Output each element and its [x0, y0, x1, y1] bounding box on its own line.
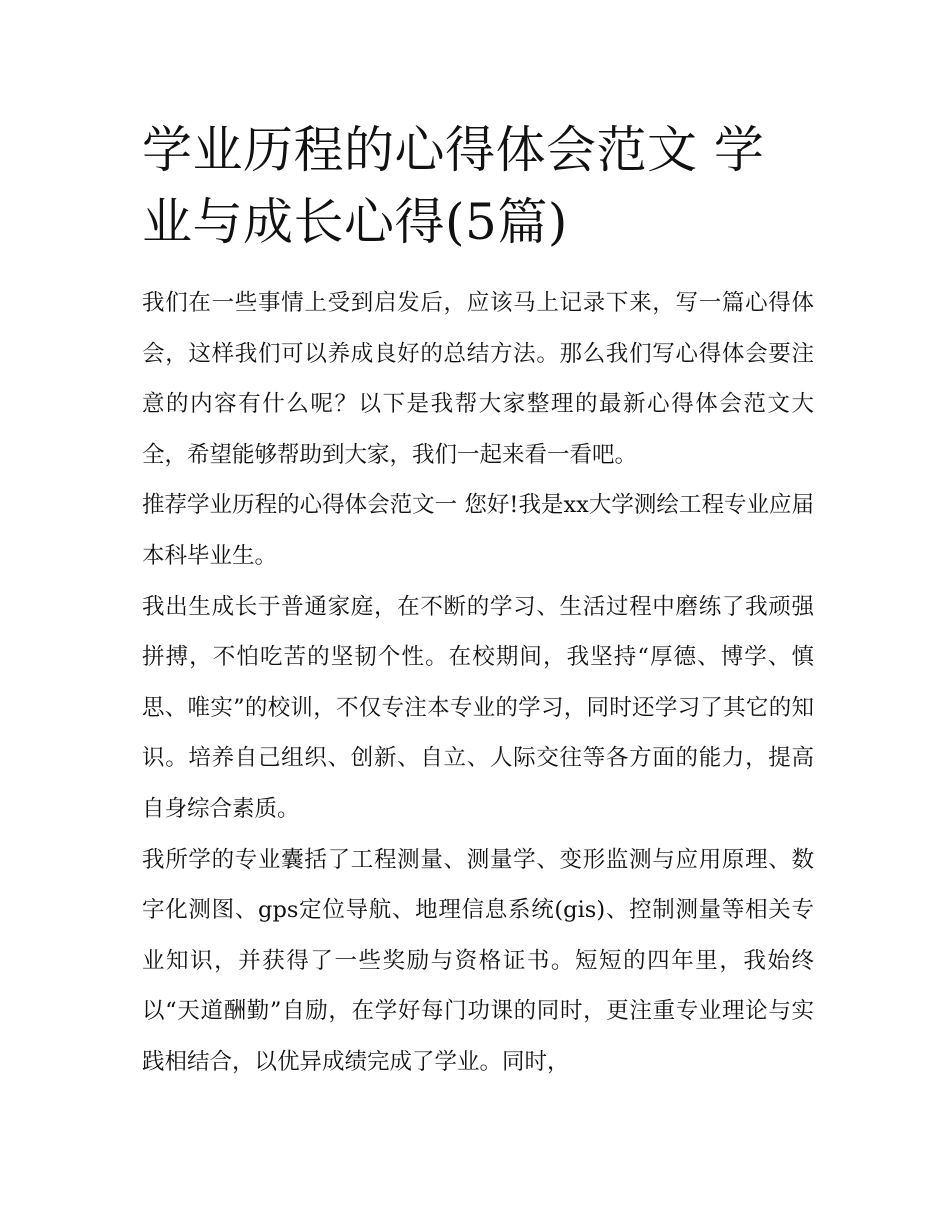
paragraph-recommendation: 推荐学业历程的心得体会范文一 您好!我是xx大学测绘工程专业应届本科毕业生。 — [142, 492, 814, 569]
document-body — [142, 114, 814, 1088]
paragraph-intro: 我们在一些事情上受到启发后，应该马上记录下来，写一篇心得体会，这样我们可以养成良好的总结方法。那么我们写心得体会要注意的内容有什么呢？以下是我帮大家整理的最新心得体会范文大全，希望能够帮助到大家，我们一起来看一看吧。 — [142, 290, 814, 468]
document-title: 学业历程的心得体会范文 学业与成长心得(5篇) — [142, 121, 765, 251]
paragraph-major: 我所学的专业囊括了工程测量、测量学、变形监测与应用原理、数字化测图、gps定位导航、地理信息系统(gis)、控制测量等相关专业知识，并获得了一些奖励与资格证书。短短的四年里，我始终以“天道酬勤”自励，在学好每门功课的同时，更注重专业理论与实践相结合，以优异成绩完成了学业。同时， — [142, 846, 814, 1075]
paragraph-background: 我出生成长于普通家庭，在不断的学习、生活过程中磨练了我顽强拼搏，不怕吃苦的坚韧个性。在校期间，我坚持“厚德、博学、慎思、唯实”的校训，不仅专注本专业的学习，同时还学习了其它的知识。培养自己组织、创新、自立、人际交往等各方面的能力，提高自身综合素质。 — [142, 593, 814, 822]
